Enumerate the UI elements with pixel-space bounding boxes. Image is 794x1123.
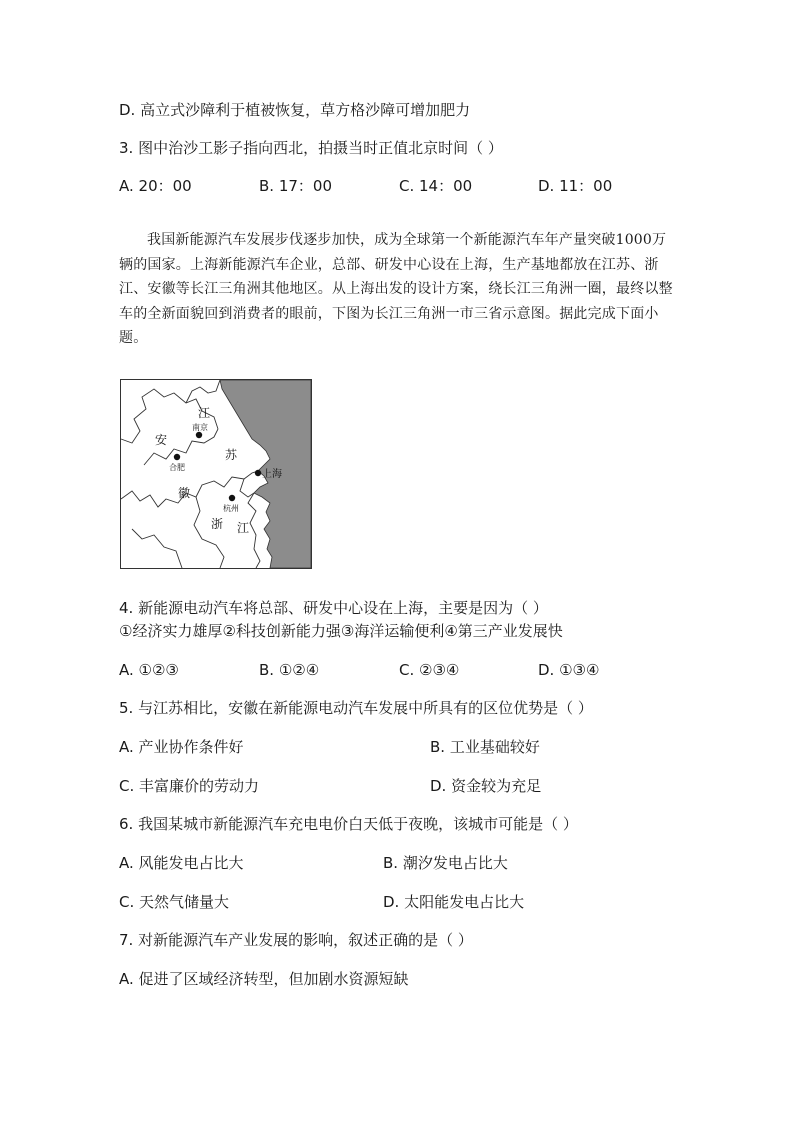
q3-option-c: C. 14：00 — [399, 177, 473, 195]
q6-option-a: A. 风能发电占比大 — [119, 854, 244, 872]
q4-option-a: A. ①②③ — [119, 661, 179, 679]
q7-stem: 7. 对新能源汽车产业发展的影响，叙述正确的是（ ） — [119, 931, 473, 949]
label-hangzhou: 杭州 — [223, 504, 239, 513]
hangzhou-dot — [229, 495, 235, 501]
q5-option-b: B. 工业基础较好 — [430, 738, 540, 756]
nanjing-dot — [196, 432, 202, 438]
q4-factors: ①经济实力雄厚②科技创新能力强③海洋运输便利④第三产业发展快 — [119, 622, 563, 640]
q6-option-c: C. 天然气储量大 — [119, 893, 230, 911]
label-jiang-north: 江 — [198, 406, 211, 420]
hefei-dot — [174, 454, 180, 460]
q4-option-c: C. ②③④ — [399, 661, 460, 679]
label-jiang-south: 江 — [237, 521, 250, 535]
shanghai-dot — [255, 470, 261, 476]
q6-stem: 6. 我国某城市新能源汽车充电电价白天低于夜晚，该城市可能是（ ） — [119, 815, 578, 833]
q3-option-a: A. 20：00 — [119, 177, 192, 195]
q5-option-a: A. 产业协作条件好 — [119, 738, 244, 756]
q3-option-b: B. 17：00 — [259, 177, 333, 195]
label-shanghai: 上海 — [262, 469, 282, 480]
label-hui: 徽 — [178, 486, 191, 500]
q3-option-d: D. 11：00 — [538, 177, 613, 195]
yangtze-delta-map — [120, 379, 312, 569]
q5-stem: 5. 与江苏相比，安徽在新能源电动汽车发展中所具有的区位优势是（ ） — [119, 699, 593, 717]
label-an: 安 — [155, 433, 168, 447]
q2-option-d: D. 高立式沙障利于植被恢复，草方格沙障可增加肥力 — [119, 101, 471, 119]
q4-option-b: B. ①②④ — [259, 661, 320, 679]
label-su: 苏 — [225, 448, 238, 462]
q5-option-c: C. 丰富廉价的劳动力 — [119, 777, 260, 795]
q7-option-a: A. 促进了区域经济转型，但加剧水资源短缺 — [119, 970, 409, 988]
q4-stem: 4. 新能源电动汽车将总部、研发中心设在上海，主要是因为（ ） — [119, 599, 548, 617]
reading-passage: 我国新能源汽车发展步伐逐步加快，成为全球第一个新能源汽车年产量突破1000万辆的国家。上海新能源汽车企业，总部、研发中心设在上海，生产基地都放在江苏、浙江、安徽等长江三角洲其他地区。从上海出发的设计方案，绕长江三角洲一圈，最终以整车的全新面貌回到消费者的眼前，下图为长江三角洲一市三省示意图。据此完成下面小题。 — [119, 232, 673, 346]
q6-option-b: B. 潮汐发电占比大 — [383, 854, 508, 872]
q3-stem: 3. 图中治沙工影子指向西北，拍摄当时正值北京时间（ ） — [119, 139, 503, 157]
label-hefei: 合肥 — [169, 463, 185, 472]
q6-option-d: D. 太阳能发电占比大 — [383, 893, 525, 911]
q5-option-d: D. 资金较为充足 — [430, 777, 542, 795]
label-zhe: 浙 — [211, 517, 224, 531]
q4-option-d: D. ①③④ — [538, 661, 600, 679]
label-nanjing: 南京 — [192, 423, 208, 432]
